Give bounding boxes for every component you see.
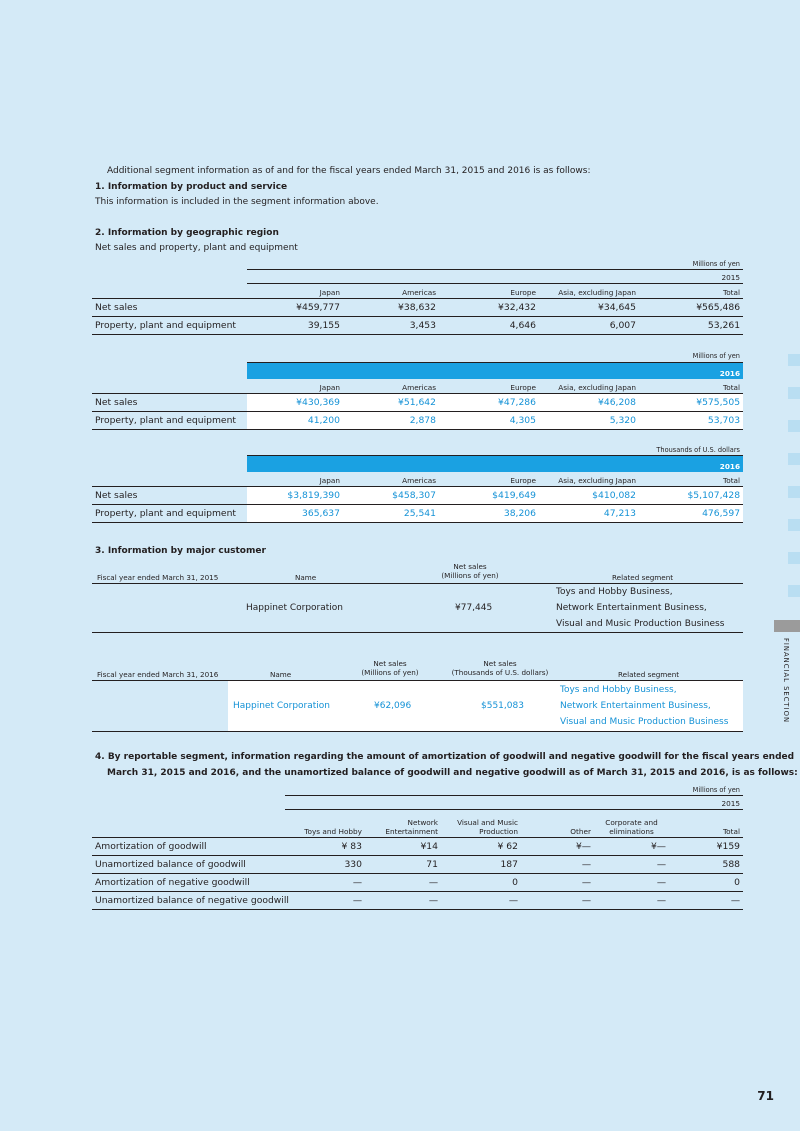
table-row: Unamortized balance of goodwill 330 71 187 — — 588 — [92, 856, 743, 874]
customer-2015-sales-header: Net sales (Millions of yen) — [441, 562, 499, 580]
year-header-2016-usd: 2016 — [247, 456, 743, 473]
section1-title: 1. Information by product and service — [95, 182, 288, 192]
section3-title: 3. Information by major customer — [95, 546, 266, 556]
customer-2016-usd-header: Net sales (Thousands of U.S. dollars) — [451, 659, 549, 677]
year-header-2016: 2016 — [247, 363, 743, 380]
geo-2016-unit: Millions of yen — [692, 352, 740, 360]
customer-2015-seg-3: Visual and Music Production Business — [556, 619, 725, 629]
section2-title: 2. Information by geographic region — [95, 228, 279, 238]
customer-2015-seg-2: Network Entertainment Business, — [556, 603, 707, 613]
side-marker — [788, 552, 800, 564]
customer-2016-usd: $551,083 — [481, 701, 524, 711]
goodwill-unit: Millions of yen — [692, 786, 740, 794]
table-row: Unamortized balance of negative goodwill — — — — — — — [92, 892, 743, 910]
side-marker — [788, 519, 800, 531]
table-row: Property, plant and equipment 365,637 25,541 38,206 47,213 476,597 — [92, 505, 743, 523]
customer-2016-seg-1: Toys and Hobby Business, — [560, 685, 677, 695]
table-row: Net sales ¥430,369 ¥51,642 ¥47,286 ¥46,208 ¥575,505 — [92, 394, 743, 412]
geo-2015-unit: Millions of yen — [692, 260, 740, 268]
side-marker — [788, 486, 800, 498]
goodwill-table: 2015 Toys and Hobby Network Entertainment Visual and Music Production Other Corporate and eliminations Total Amortization of goodwill ¥ 83 ¥14 ¥ 62 ¥— ¥— ¥159 Unamortized balance of goodwill 330 71 187 — — 588 Amortization of negative goodwill — — 0 — — 0 Unamortized balance of negative goodwill — — — — — — — [92, 795, 743, 910]
page-number: 71 — [757, 1089, 774, 1103]
customer-2016-sales-header: Net sales (Millions of yen) — [361, 659, 419, 677]
side-marker — [788, 453, 800, 465]
table-row: Property, plant and equipment 39,155 3,453 4,646 6,007 53,261 — [92, 317, 743, 335]
customer-2016-seg-2: Network Entertainment Business, — [560, 701, 711, 711]
customer-2015-name-header: Name — [295, 573, 317, 582]
customer-2015-sales: ¥77,445 — [455, 603, 493, 613]
table-row: Amortization of negative goodwill — — 0 — — 0 — [92, 874, 743, 892]
table-row: Amortization of goodwill ¥ 83 ¥14 ¥ 62 ¥— ¥— ¥159 — [92, 838, 743, 856]
geo-table-2015: 2015 Japan Americas Europe Asia, excluding Japan Total Net sales ¥459,777 ¥38,632 ¥32,432 ¥34,645 ¥565,486 Property, plant and equipment 39,155 3,453 4,646 6,007 53,261 — [92, 269, 743, 335]
customer-2016-name-header: Name — [270, 670, 292, 679]
intro-text: Additional segment information as of and for the fiscal years ended March 31, 2015 and 2016 is as follows: — [107, 166, 591, 176]
customer-2016-seg-3: Visual and Music Production Business — [560, 717, 729, 727]
table-row: Property, plant and equipment 41,200 2,878 4,305 5,320 53,703 — [92, 412, 743, 430]
year-header: 2015 — [247, 269, 743, 284]
section2-subtitle: Net sales and property, plant and equipment — [95, 243, 298, 253]
customer-2016-name: Happinet Corporation — [233, 701, 331, 711]
side-tab-active — [774, 620, 800, 632]
side-marker — [788, 387, 800, 399]
geo-table-2016-usd: 2016 Japan Americas Europe Asia, excluding Japan Total Net sales $3,819,390 $458,307 $419,649 $410,082 $5,107,428 Property, plant and equipment 365,637 25,541 38,206 47,213 476,597 — [92, 455, 743, 523]
customer-2016-seg-header: Related segment — [618, 670, 680, 679]
customer-2016-fy-header: Fiscal year ended March 31, 2016 — [97, 670, 219, 679]
side-marker — [788, 420, 800, 432]
table-row: Net sales ¥459,777 ¥38,632 ¥32,432 ¥34,645 ¥565,486 — [92, 299, 743, 317]
customer-2015-seg-1: Toys and Hobby Business, — [556, 587, 673, 597]
customer-2016-sales: ¥62,096 — [374, 701, 412, 711]
customer-2015-name: Happinet Corporation — [246, 603, 344, 613]
side-marker — [788, 585, 800, 597]
side-marker — [788, 354, 800, 366]
customer-2015-fy-header: Fiscal year ended March 31, 2015 — [97, 573, 219, 582]
section1-text: This information is included in the segment information above. — [95, 197, 379, 207]
geo-table-2016-yen: 2016 Japan Americas Europe Asia, excluding Japan Total Net sales ¥430,369 ¥51,642 ¥47,286 ¥46,208 ¥575,505 Property, plant and equipment 41,200 2,878 4,305 5,320 53,703 — [92, 362, 743, 430]
goodwill-year-header: 2015 — [285, 795, 743, 810]
section4-title-2: March 31, 2015 and 2016, and the unamortized balance of goodwill and negative goodwill as of March 31, 2015 and 2016, is as follows: — [107, 768, 798, 778]
side-section-label: FINANCIAL SECTION — [782, 638, 790, 724]
table-row: Net sales $3,819,390 $458,307 $419,649 $410,082 $5,107,428 — [92, 487, 743, 505]
section4-title-1: 4. By reportable segment, information regarding the amount of amortization of goodwill and negative goodwill for the fiscal years ended — [95, 752, 795, 762]
customer-2015-seg-header: Related segment — [612, 573, 674, 582]
geo-2016-usd-unit: Thousands of U.S. dollars — [656, 446, 740, 454]
